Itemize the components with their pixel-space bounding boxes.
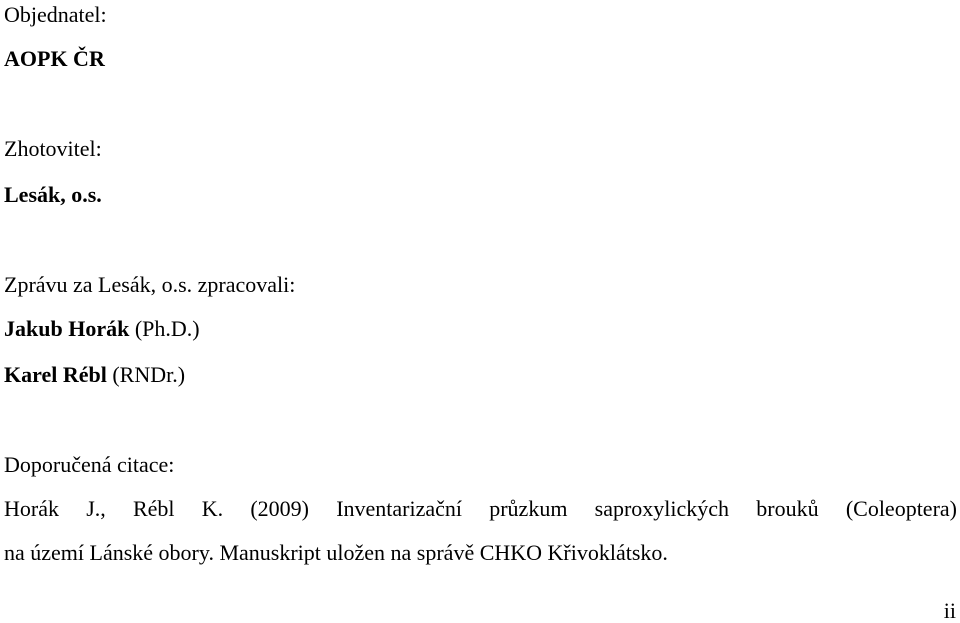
author-title: (Ph.D.) — [134, 316, 200, 341]
page-number: ii — [943, 598, 956, 623]
orderer-label: Objednatel: — [4, 2, 107, 27]
citation-label: Doporučená citace: — [4, 452, 175, 477]
orderer-name: AOPK ČR — [4, 46, 105, 71]
citation-line-2: na území Lánské obory. Manuskript uložen na správě CHKO Křivoklátsko. — [4, 540, 668, 565]
citation-line-1 — [4, 498, 957, 520]
authors-label: Zprávu za Lesák, o.s. zpracovali: — [4, 272, 296, 297]
author-title: (RNDr.) — [112, 362, 186, 387]
author-entry — [4, 318, 200, 340]
author-name: Jakub Horák — [4, 316, 130, 341]
author-entry — [4, 364, 185, 386]
contractor-name: Lesák, o.s. — [4, 182, 102, 207]
author-name: Karel Rébl — [4, 362, 107, 387]
contractor-label: Zhotovitel: — [4, 136, 102, 161]
citation-text: Horák J., Rébl K. (2009) Inventarizační průzkum saproxylických brouků (Coleoptera) — [4, 496, 957, 521]
